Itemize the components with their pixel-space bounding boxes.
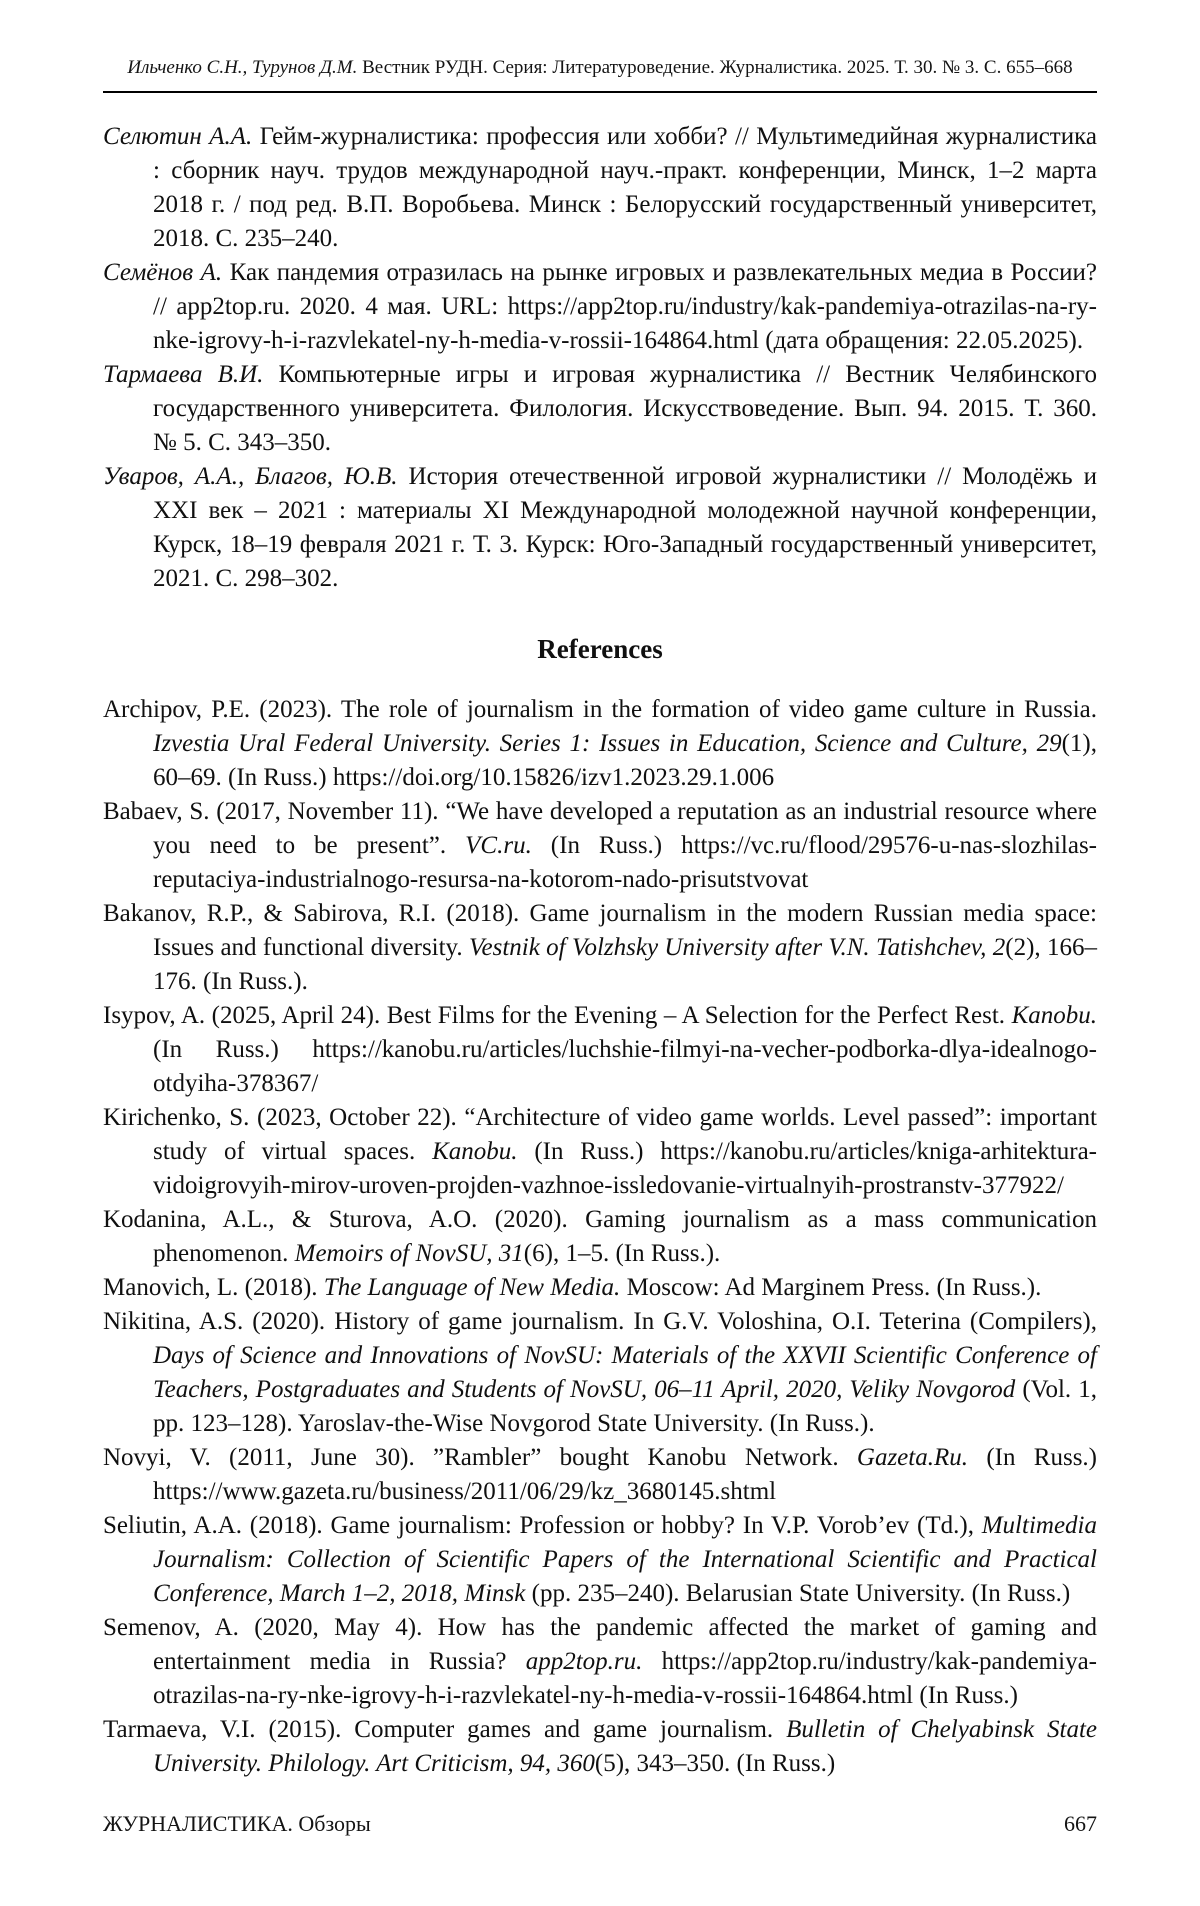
reference-text-segment: История отечественной игровой журналистики // Молодёжь и XXI век – 2021 : материалы XI Международной молодежной научной конференции, Курск, 18–19 февраля 2021 г. Т. 3. Курск: Юго-Западный государственный университет, 2021. С. 298–302. bbox=[153, 462, 1098, 592]
reference-italic-segment: Bulletin of Chelyabinsk State University. Philology. Art Criticism, 94, 360 bbox=[153, 1715, 1097, 1777]
reference-text-segment: Moscow: Ad Marginem Press. (In Russ.). bbox=[620, 1273, 1042, 1301]
reference-text-segment: Kodanina, A.L., & Sturova, A.O. (2020). Gaming journalism as a mass communication phenomenon. bbox=[103, 1205, 1097, 1267]
reference-item bbox=[103, 256, 1097, 358]
russian-references-list bbox=[103, 120, 1097, 596]
reference-text-segment: Компьютерные игры и игровая журналистика // Вестник Челябинского государственного университета. Филология. Искусствоведение. Вып. 94. 2015. Т. 360. № 5. С. 343–350. bbox=[153, 360, 1098, 456]
reference-item bbox=[103, 358, 1097, 460]
header-source: Вестник РУДН. Серия: Литературоведение. Журналистика. 2025. Т. 30. № 3. С. 655–668 bbox=[357, 57, 1073, 78]
reference-italic-segment: Kanobu. bbox=[432, 1137, 518, 1165]
reference-italic-segment: VC.ru. bbox=[465, 831, 532, 859]
page-number: 667 bbox=[1064, 1810, 1097, 1836]
reference-italic-segment: Gazeta.Ru. bbox=[856, 1443, 968, 1471]
header-authors: Ильченко С.Н., Турунов Д.М. bbox=[127, 57, 358, 78]
reference-text-segment: (5), 343–350. (In Russ.) bbox=[594, 1749, 836, 1777]
footer-section-label: ЖУРНАЛИСТИКА. Обзоры bbox=[103, 1810, 371, 1836]
page-footer bbox=[103, 1781, 1097, 1837]
reference-text-segment: (2), 166–176. (In Russ.). bbox=[153, 933, 1097, 995]
reference-text-segment: (Vol. 1, pp. 123–128). Yaroslav-the-Wise Novgorod State University. (In Russ.). bbox=[153, 1375, 1097, 1437]
reference-text-segment: Nikitina, A.S. (2020). History of game journalism. In G.V. Voloshina, O.I. Teterina (Compilers), bbox=[103, 1307, 1097, 1335]
reference-item bbox=[103, 999, 1097, 1101]
reference-item bbox=[103, 1101, 1097, 1203]
english-references-list bbox=[103, 693, 1097, 1781]
reference-item bbox=[103, 795, 1097, 897]
reference-italic-segment: Days of Science and Innovations of NovSU: Materials of the XXVII Scientific Conference of Teachers, Postgraduates and Students of NovSU, 06–11 April, 2020, Veliky Novgorod bbox=[153, 1341, 1097, 1403]
reference-italic-segment: Тармаева В.И. bbox=[103, 360, 264, 388]
reference-text-segment: (1), 60–69. (In Russ.) https://doi.org/10.15826/izv1.2023.29.1.006 bbox=[153, 729, 1097, 791]
reference-text-segment: (In Russ.) https://vc.ru/flood/29576-u-nas-slozhilas-reputaciya-industrialnogo-resursa-na-kotorom-nado-prisutstvovat bbox=[153, 831, 1098, 893]
reference-text-segment: Как пандемия отразилась на рынке игровых и развлекательных медиа в России? // app2top.ru. 2020. 4 мая. URL: https://app2top.ru/industry/kak-pandemiya-otrazilas-na-ry-nke-igrovy-h-i-razvlekatel-ny-h-media-v-rossii-164864.html (дата обращения: 22.05.2025). bbox=[153, 258, 1097, 354]
reference-italic-segment: Семёнов А. bbox=[103, 258, 223, 286]
reference-text-segment: Bakanov, R.P., & Sabirova, R.I. (2018). Game journalism in the modern Russian media space: Issues and functional diversity. bbox=[103, 899, 1097, 961]
reference-item bbox=[103, 1271, 1097, 1305]
reference-text-segment: Tarmaeva, V.I. (2015). Computer games and game journalism. bbox=[103, 1715, 787, 1743]
reference-italic-segment: Memoirs of NovSU, 31 bbox=[294, 1239, 524, 1267]
reference-text-segment: Archipov, P.E. (2023). The role of journalism in the formation of video game culture in Russia. bbox=[103, 695, 1097, 723]
reference-italic-segment: app2top.ru. bbox=[525, 1647, 643, 1675]
reference-item bbox=[103, 1713, 1097, 1781]
reference-text-segment: (In Russ.) https://kanobu.ru/articles/kniga-arhitektura-vidoigrovyih-mirov-uroven-projden-vazhnoe-issledovanie-virtualnyih-prostranstv-377922/ bbox=[153, 1137, 1097, 1199]
reference-item bbox=[103, 693, 1097, 795]
reference-text-segment: Babaev, S. (2017, November 11). “We have developed a reputation as an industrial resource where you need to be present”. bbox=[103, 797, 1097, 859]
reference-item bbox=[103, 120, 1097, 256]
reference-text-segment: Seliutin, A.A. (2018). Game journalism: Profession or hobby? In V.P. Vorob’ev (Td.), bbox=[103, 1511, 982, 1539]
reference-item bbox=[103, 1441, 1097, 1509]
reference-italic-segment: The Language of New Media. bbox=[323, 1273, 621, 1301]
header-rule bbox=[103, 91, 1097, 93]
reference-item bbox=[103, 1305, 1097, 1441]
reference-italic-segment: Vestnik of Volzhsky University after V.N. Tatishchev, 2 bbox=[469, 933, 1006, 961]
reference-text-segment: (In Russ.) https://www.gazeta.ru/business/2011/06/29/kz_3680145.shtml bbox=[153, 1443, 1097, 1505]
reference-text-segment: Гейм-журналистика: профессия или хобби? // Мультимедийная журналистика : сборник науч. трудов международной науч.-практ. конференции, Минск, 1–2 марта 2018 г. / под ред. В.П. Воробьева. Минск : Белорусский государственный университет, 2018. С. 235–240. bbox=[153, 122, 1097, 252]
reference-text-segment: https://app2top.ru/industry/kak-pandemiya-otrazilas-na-ry-nke-igrovy-h-i-razvlekatel-ny-h-media-v-rossii-164864.html (In Russ.) bbox=[153, 1647, 1097, 1709]
reference-italic-segment: Multimedia Journalism: Collection of Scientific Papers of the International Scientific and Practical Conference, March 1–2, 2018, Minsk bbox=[153, 1511, 1097, 1607]
reference-text-segment: (6), 1–5. (In Russ.). bbox=[523, 1239, 721, 1267]
reference-italic-segment: Уваров, А.А., Благов, Ю.В. bbox=[103, 462, 398, 490]
references-heading: References bbox=[537, 633, 663, 664]
reference-item bbox=[103, 460, 1097, 596]
reference-text-segment: Semenov, A. (2020, May 4). How has the pandemic affected the market of gaming and entertainment media in Russia? bbox=[103, 1613, 1097, 1675]
reference-item bbox=[103, 897, 1097, 999]
reference-text-segment: Manovich, L. (2018). bbox=[103, 1273, 324, 1301]
reference-italic-segment: Izvestia Ural Federal University. Series 1: Issues in Education, Science and Culture, 29 bbox=[153, 729, 1062, 757]
reference-text-segment: Kirichenko, S. (2023, October 22). “Architecture of video game worlds. Level passed”: important study of virtual spaces. bbox=[103, 1103, 1097, 1165]
reference-text-segment: Novyi, V. (2011, June 30). ”Rambler” bought Kanobu Network. bbox=[103, 1443, 857, 1471]
reference-text-segment: (pp. 235–240). Belarusian State University. (In Russ.) bbox=[525, 1579, 1071, 1607]
reference-text-segment: (In Russ.) https://kanobu.ru/articles/luchshie-filmyi-na-vecher-podborka-dlya-idealnogo-otdyiha-378367/ bbox=[153, 1035, 1097, 1097]
reference-text-segment: Isypov, A. (2025, April 24). Best Films for the Evening – A Selection for the Perfect Rest. bbox=[103, 1001, 1012, 1029]
running-header bbox=[103, 56, 1097, 80]
reference-item bbox=[103, 1203, 1097, 1271]
reference-italic-segment: Селютин А.А. bbox=[103, 122, 253, 150]
reference-item bbox=[103, 1611, 1097, 1713]
reference-italic-segment: Kanobu. bbox=[1011, 1001, 1097, 1029]
reference-item bbox=[103, 1509, 1097, 1611]
